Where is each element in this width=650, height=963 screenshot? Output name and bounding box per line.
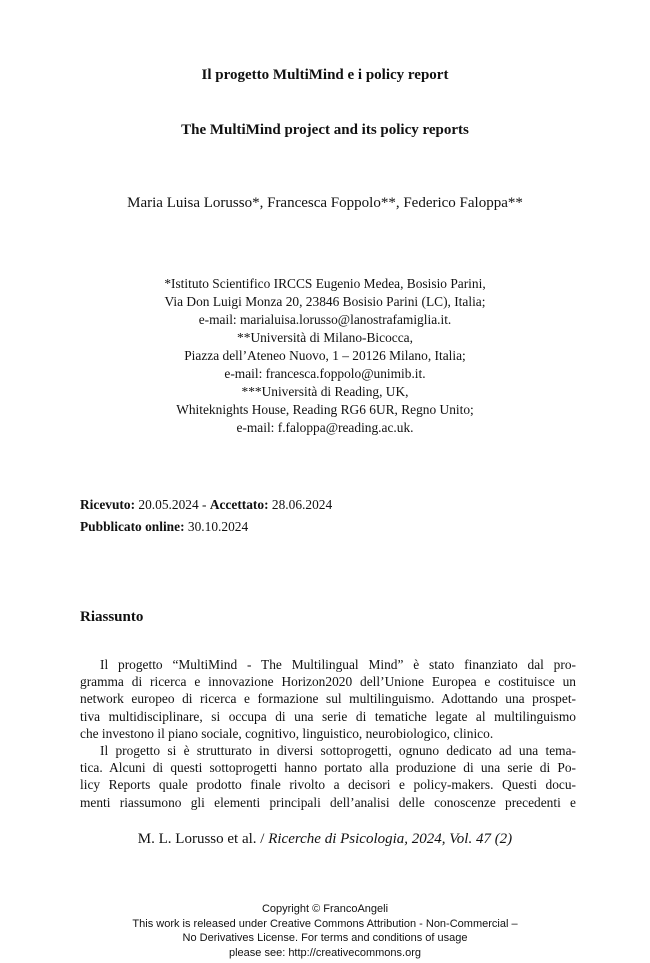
affiliations-block: [0, 275, 650, 437]
citation-authors: M. L. Lorusso et al. /: [137, 831, 269, 847]
citation-journal: Ricerche di Psicologia, 2024, Vol. 47 (2): [268, 831, 513, 847]
author-list: Maria Luisa Lorusso*, Francesca Foppolo**, Federico Faloppa**: [127, 195, 523, 211]
abstract-line: che investono il piano sociale, cognitivo, linguistico, neurobiologico, clinico.: [80, 725, 494, 741]
abstract-line: tica. Alcuni di questi sottoprogetti hanno portato alla produzione di una serie di Po-: [80, 760, 576, 776]
license-line: No Derivatives License. For terms and conditions of usage: [182, 932, 468, 944]
copyright-notice: [0, 902, 650, 960]
affiliation-email: e-mail: francesca.foppolo@unimib.it.: [224, 366, 426, 381]
published-label: Pubblicato online:: [80, 519, 185, 534]
copyright-line: Copyright © FrancoAngeli: [261, 903, 389, 915]
received-date: 20.05.2024 -: [135, 497, 210, 512]
abstract-body: [80, 656, 576, 811]
affiliation-line: Via Don Luigi Monza 20, 23846 Bosisio Parini (LC), Italia;: [164, 294, 486, 309]
title-english: The MultiMind project and its policy reports: [181, 122, 469, 138]
abstract-heading: Riassunto: [80, 609, 144, 625]
received-accepted-line: [80, 494, 332, 516]
published-date: 30.10.2024: [184, 519, 249, 534]
published-line: [80, 516, 332, 538]
title-italian: Il progetto MultiMind e i policy report: [201, 67, 449, 83]
license-line: This work is released under Creative Commons Attribution - Non-Commercial –: [132, 917, 518, 930]
abstract-line: gramma di ricerca e innovazione Horizon2020 dell’Unione Europea e costituisce un: [80, 674, 576, 690]
affiliation-line: Whiteknights House, Reading RG6 6UR, Regno Unito;: [176, 402, 474, 417]
abstract-line: network europeo di ricerca e formazione sul multilinguismo. Adottando una prospet-: [80, 691, 576, 707]
accepted-date: 28.06.2024: [268, 497, 333, 512]
affiliation-line: **Università di Milano-Bicocca,: [237, 330, 413, 345]
abstract-line: menti riassumono gli elementi principali dell’analisi delle conoscenze precedenti e: [80, 794, 576, 810]
affiliation-line: Piazza dell’Ateneo Nuovo, 1 – 20126 Milano, Italia;: [184, 348, 466, 363]
license-link-line: please see: http://creativecommons.org: [229, 946, 421, 959]
affiliation-email: e-mail: f.faloppa@reading.ac.uk.: [236, 420, 414, 435]
publication-dates: [80, 494, 332, 538]
affiliation-email: e-mail: marialuisa.lorusso@lanostrafamiglia.it.: [198, 312, 452, 327]
abstract-line: Il progetto “MultiMind - The Multilingual Mind” è stato finanziato dal pro-: [100, 657, 576, 672]
received-label: Ricevuto:: [80, 497, 136, 512]
abstract-line: Il progetto si è strutturato in diversi sottoprogetti, ognuno dedicato ad una tema-: [100, 742, 576, 758]
journal-citation: [0, 831, 650, 848]
accepted-label: Accettato:: [209, 497, 269, 512]
affiliation-line: ***Università di Reading, UK,: [241, 384, 409, 399]
affiliation-line: *Istituto Scientifico IRCCS Eugenio Medea, Bosisio Parini,: [164, 276, 486, 291]
abstract-line: licy Reports quale prodotto finale rivolto a decisori e policy-makers. Questi docu-: [80, 777, 576, 793]
abstract-line: tiva multidisciplinare, si occupa di una serie di tematiche legate al multilinguismo: [80, 708, 576, 724]
